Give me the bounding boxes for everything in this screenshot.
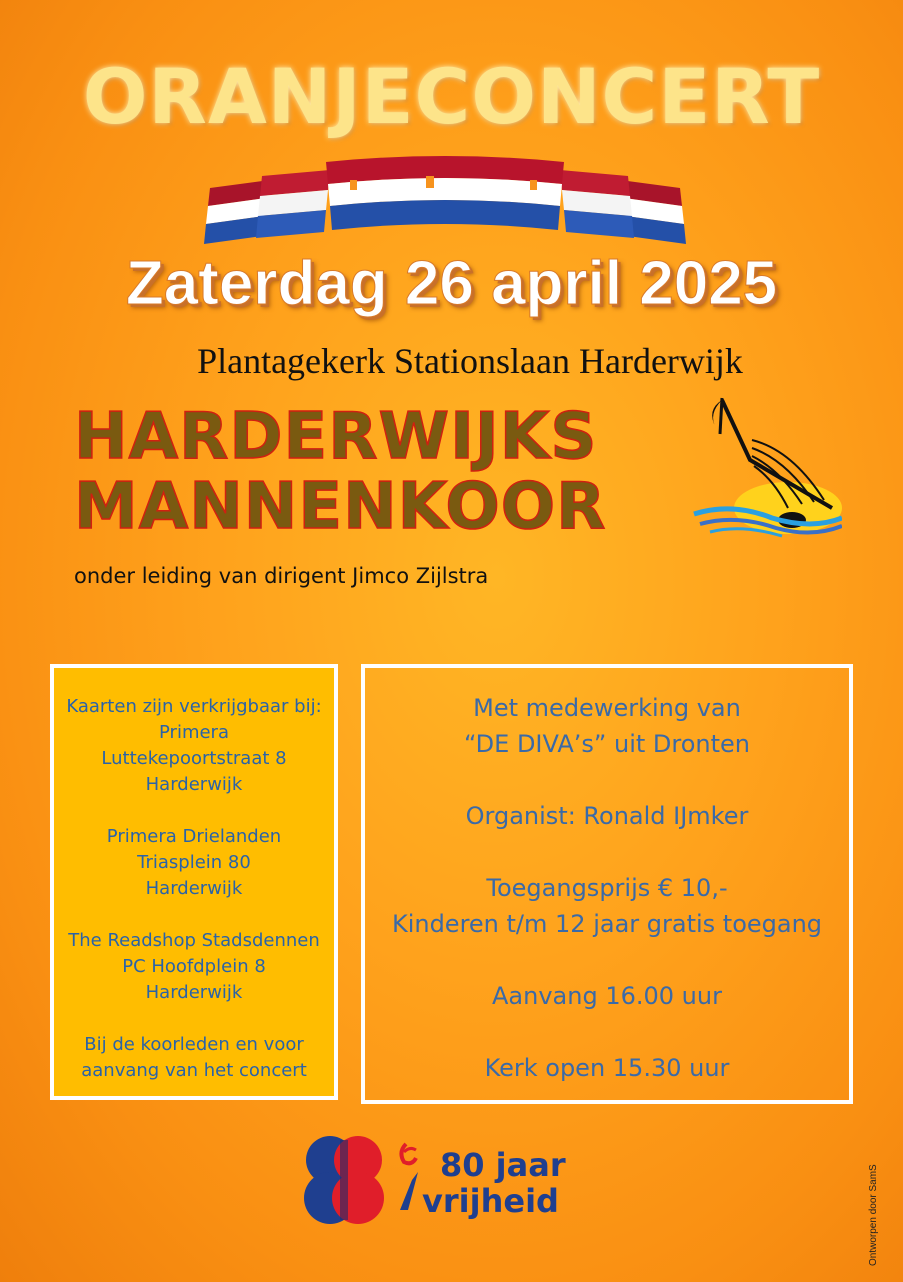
- concert-date: Zaterdag 26 april 2025: [125, 249, 778, 318]
- ticket-outlet-group: [60, 928, 328, 1006]
- poster-title: ORANJECONCERT: [82, 52, 821, 141]
- liberation-80-icon: [300, 1136, 600, 1224]
- ticket-heading: Kaarten zijn verkrijgbaar bij:: [66, 696, 322, 717]
- outlet-line: Primera: [159, 722, 229, 743]
- ticket-outlet-group: [60, 1032, 328, 1084]
- outlet-line: Bij de koorleden en voor: [84, 1034, 304, 1055]
- choir-name-line2: MANNENKOOR: [74, 470, 607, 544]
- ticket-price: Toegangsprijs € 10,-: [486, 874, 728, 902]
- outlet-line: Harderwijk: [145, 774, 243, 795]
- flag-ribbon-icon: [200, 150, 690, 260]
- outlet-line: aanvang van het concert: [81, 1060, 307, 1081]
- music-note-sailboat-icon: [692, 390, 842, 540]
- pricing: [365, 870, 849, 942]
- start-time: Aanvang 16.00 uur: [492, 982, 722, 1010]
- choir-name: [74, 402, 694, 542]
- outlet-line: Primera Drielanden: [106, 826, 282, 847]
- ticket-sales-box: [50, 664, 338, 1100]
- logo-text-line2: vrijheid: [422, 1182, 559, 1220]
- conductor-line: onder leiding van dirigent Jimco Zijlstra: [74, 564, 489, 588]
- venue: Plantagekerk Stationslaan Harderwijk: [197, 341, 743, 381]
- outlet-line: The Readshop Stadsdennen: [68, 930, 320, 951]
- doors-open: Kerk open 15.30 uur: [484, 1054, 730, 1082]
- choir-name-line1: HARDERWIJKS: [74, 400, 598, 474]
- outlet-line: Harderwijk: [145, 982, 243, 1003]
- outlet-line: Luttekepoortstraat 8: [101, 748, 287, 769]
- ticket-outlet-group: [60, 694, 328, 798]
- guest-line2: “DE DIVA’s” uit Dronten: [463, 730, 751, 758]
- concert-info-box: [361, 664, 853, 1104]
- outlet-line: Harderwijk: [145, 878, 243, 899]
- outlet-line: PC Hoofdplein 8: [122, 956, 266, 977]
- guest-performers: [365, 690, 849, 762]
- ticket-outlet-group: [60, 824, 328, 902]
- outlet-line: Triasplein 80: [137, 852, 251, 873]
- organist: Organist: Ronald IJmker: [465, 802, 749, 830]
- children-free: Kinderen t/m 12 jaar gratis toegang: [391, 910, 823, 938]
- logo-text-line1: 80 jaar: [440, 1146, 566, 1184]
- guest-line1: Met medewerking van: [473, 694, 741, 722]
- designer-credit: Ontworpen door SamS: [868, 1164, 879, 1266]
